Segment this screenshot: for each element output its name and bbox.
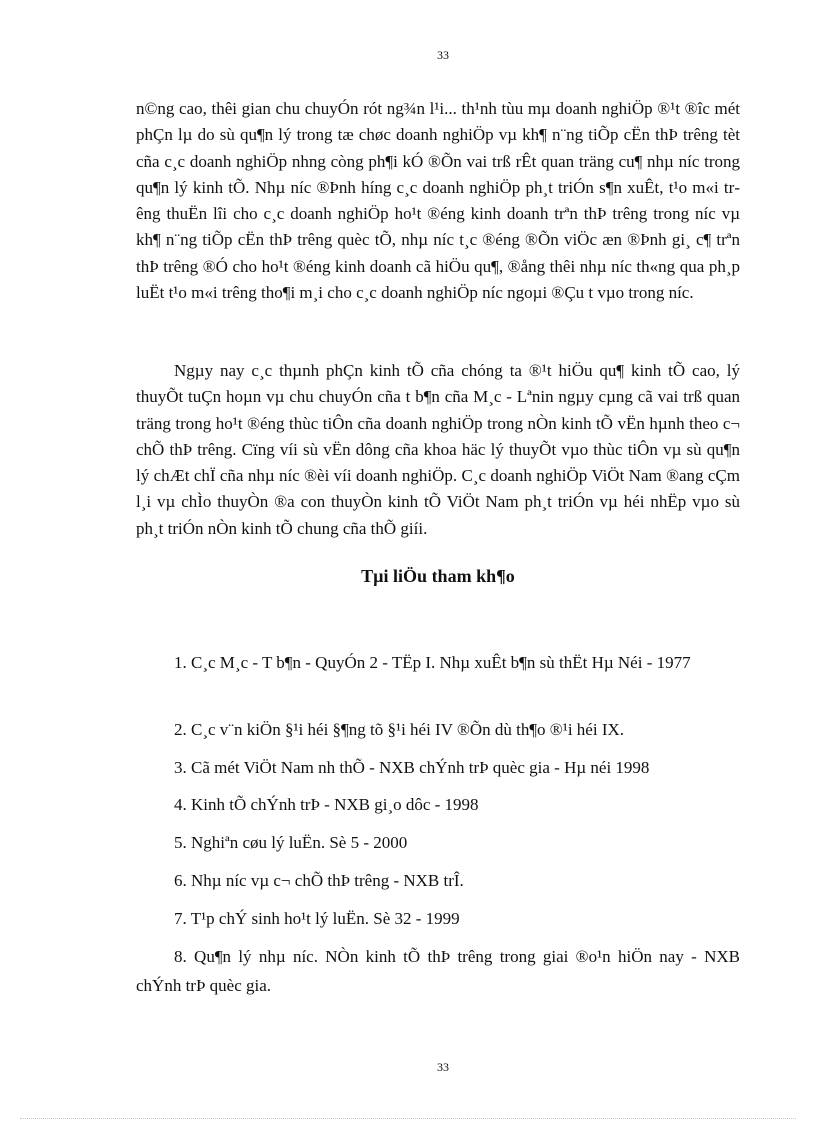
reference-item: 3. Cã mét ViÖt Nam nh thÕ - NXB chÝnh trÞ quèc gia - Hµ néi 1998 — [174, 758, 650, 777]
paragraph-text: Ngµy nay c¸c thµnh phÇn kinh tÕ cña chóng ta ®¹t hiÖu qu¶ kinh tÕ cao, lý thuyÕt tuÇn hoµn vµ chu chuyÓn cña t b¶n cña M¸c - Lªnin ngµy cµng cã vai trß quan träng trong ho¹t ®éng thùc tiÔn cña doanh nghiÖp trong nÒn kinh tÕ vËn hµnh theo c¬ chÕ thÞ trêng. Cïng víi sù vËn dông cña khoa häc lý thuyÕt vµo thùc tiÔn vµ sù qu¶n lý chÆt chÏ cña nhµ níc ®èi víi doanh nghiÖp. C¸c doanh nghiÖp ViÖt Nam ®ang cÇm l¸i vµ chÌo thuyÒn ®a con thuyÒn kinh tÕ ViÖt Nam ph¸t triÓn vµ héi nhËp vµo sù ph¸t triÓn nÒn kinh tÕ chung cña thÕ giíi. — [136, 361, 740, 538]
paragraph-1 — [136, 96, 740, 306]
page-number-bottom: 33 — [437, 1060, 449, 1074]
references-heading: Tµi liÖu tham kh¶o — [361, 566, 515, 586]
paragraph-2 — [136, 358, 740, 542]
reference-item: 2. C¸c v¨n kiÖn §¹i héi §¶ng tõ §¹i héi IV ®Õn dù th¶o ®¹i héi IX. — [174, 720, 625, 739]
reference-item: 6. Nhµ níc vµ c¬ chÕ thÞ trêng - NXB trÎ. — [174, 871, 464, 890]
reference-item: 8. Qu¶n lý nhµ níc. NÒn kinh tÕ thÞ trêng trong giai ®o¹n hiÖn nay - NXB chÝnh trÞ quèc gia. — [136, 947, 740, 995]
reference-item: 5. Nghiªn cøu lý luËn. Sè 5 - 2000 — [174, 833, 408, 852]
paragraph-text: n©ng cao, thêi gian chu chuyÓn rót ng¾n l¹i... th¹nh tùu mµ doanh nghiÖp ®¹t ®îc mét phÇn lµ do sù qu¶n lý trong tæ chøc doanh nghiÖp vµ kh¶ n¨ng tiÕp cËn thÞ trêng tèt cña c¸c doanh nghiÖp nhng còng ph¶i kÓ ®Õn vai trß rÊt quan träng cu¶ nhµ níc trong qu¶n lý kinh tÕ. Nhµ níc ®Þnh híng c¸c doanh nghiÖp ph¸t triÓn s¶n xuÊt, t¹o m«i trêng thuËn lîi cho c¸c doanh nghiÖp ho¹t ®éng kinh doanh trªn thÞ trêng trong níc vµ kh¶ n¨ng tiÕp cËn thÞ trêng quèc tÕ, nhµ níc t¸c ®éng ®Õn viÖc æn ®Þnh gi¸ c¶ trªn thÞ trêng ®Ó cho ho¹t ®éng kinh doanh cã hiÖu qu¶, ®ång thêi nhµ níc th«ng qua ph¸p luËt t¹o m«i trêng tho¶i m¸i cho c¸c doanh nghiÖp níc ngoµi ®Çu t vµo trong níc. — [136, 99, 740, 303]
reference-item: 7. T¹p chÝ sinh ho¹t lý luËn. Sè 32 - 1999 — [174, 909, 460, 928]
reference-item: 4. Kinh tÕ chÝnh trÞ - NXB gi¸o dôc - 1998 — [174, 795, 479, 814]
page-number-top: 33 — [437, 48, 449, 62]
reference-item: 1. C¸c M¸c - T b¶n - QuyÓn 2 - TËp I. Nhµ xuÊt b¶n sù thËt Hµ Néi - 1977 — [174, 653, 691, 672]
page-edge-divider — [20, 1118, 796, 1119]
